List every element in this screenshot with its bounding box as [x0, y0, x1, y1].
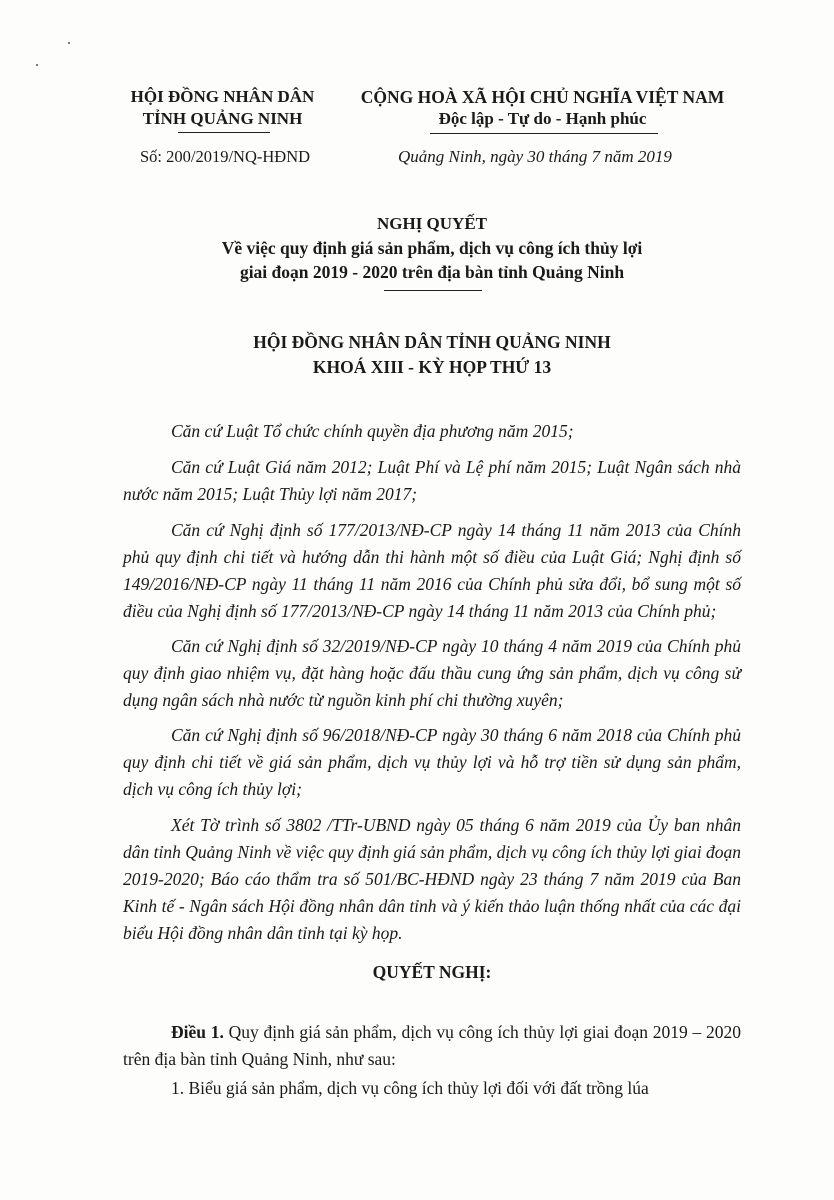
article-1: [123, 1019, 741, 1073]
article-1-label: Điều 1.: [171, 1022, 224, 1042]
header-right-rule: [430, 133, 658, 134]
scan-speck: [68, 42, 70, 44]
preamble-legal-basis-2: Căn cứ Luật Giá năm 2012; Luật Phí và Lệ phí năm 2015; Luật Ngân sách nhà nước năm 2015; Luật Thủy lợi năm 2017;: [123, 457, 741, 504]
document-number: Số: 200/2019/NQ-HĐND: [140, 147, 311, 166]
country-name: CỘNG HOÀ XÃ HỘI CHỦ NGHĨA VIỆT NAM: [360, 87, 725, 107]
title-rule: [384, 290, 482, 291]
preamble-legal-basis-3: Căn cứ Nghị định số 177/2013/NĐ-CP ngày 14 tháng 11 năm 2013 của Chính phủ quy định chi tiết và hướng dẫn thi hành một số điều của Luật Giá; Nghị định số 149/2016/NĐ-CP ngày 11 tháng 11 năm 2016 của Chính phủ sửa đổi, bổ sung một số điều của Nghị định số 177/2013/NĐ-CP ngày 14 tháng 11 năm 2013 của Chính phủ;: [123, 520, 741, 621]
scan-speck: [36, 64, 38, 66]
national-motto-header: [355, 86, 730, 130]
issuer-line1: HỘI ĐỒNG NHÂN DÂN TỈNH QUẢNG NINH: [253, 332, 611, 352]
issuing-body-header: [120, 86, 325, 130]
issuing-body-line2: TỈNH QUẢNG NINH: [142, 109, 303, 128]
issuing-body-line1: HỘI ĐỒNG NHÂN DÂN: [130, 87, 315, 106]
document-type: NGHỊ QUYẾT: [376, 214, 488, 233]
issuer-line2: KHOÁ XIII - KỲ HỌP THỨ 13: [312, 357, 552, 377]
preamble-legal-basis-4: Căn cứ Nghị định số 32/2019/NĐ-CP ngày 10 tháng 4 năm 2019 của Chính phủ quy định giao nhiệm vụ, đặt hàng hoặc đấu thầu cung ứng sản phẩm, dịch vụ công sử dụng ngân sách nhà nước từ nguồn kinh phí chi thường xuyên;: [123, 636, 741, 710]
subject-line1: Về việc quy định giá sản phẩm, dịch vụ công ích thủy lợi: [221, 238, 643, 258]
preamble-legal-basis-1: Căn cứ Luật Tổ chức chính quyền địa phương năm 2015;: [171, 421, 574, 441]
document-subject: [123, 236, 741, 284]
subject-line2: giai đoạn 2019 - 2020 trên địa bàn tỉnh Quảng Ninh: [239, 262, 625, 282]
issuer-block: [123, 330, 741, 380]
preamble-legal-basis-5: Căn cứ Nghị định số 96/2018/NĐ-CP ngày 30 tháng 6 năm 2018 của Chính phủ quy định chi tiết về giá sản phẩm, dịch vụ thủy lợi và hỗ trợ tiền sử dụng sản phẩm, dịch vụ công ích thủy lợi;: [123, 725, 741, 799]
item-1: 1. Biểu giá sản phẩm, dịch vụ công ích thủy lợi đối với đất trồng lúa: [171, 1078, 649, 1098]
motto: Độc lập - Tự do - Hạnh phúc: [438, 109, 647, 128]
header-left-rule: [178, 132, 270, 133]
place-and-date: Quảng Ninh, ngày 30 tháng 7 năm 2019: [398, 147, 672, 166]
article-1-text: Quy định giá sản phẩm, dịch vụ công ích thủy lợi giai đoạn 2019 – 2020 trên địa bàn tỉnh Quảng Ninh, như sau:: [123, 1022, 742, 1069]
preamble-consideration: Xét Tờ trình số 3802 /TTr-UBND ngày 05 tháng 6 năm 2019 của Ủy ban nhân dân tỉnh Quảng Ninh về việc quy định giá sản phẩm, dịch vụ công ích thủy lợi giai đoạn 2019-2020; Báo cáo thẩm tra số 501/BC-HĐND ngày 23 tháng 7 năm 2019 của Ban Kinh tế - Ngân sách Hội đồng nhân dân tỉnh và ý kiến thảo luận thống nhất của các đại biểu Hội đồng nhân dân tỉnh tại kỳ họp.: [123, 815, 741, 943]
decision-heading: QUYẾT NGHỊ:: [372, 962, 492, 982]
